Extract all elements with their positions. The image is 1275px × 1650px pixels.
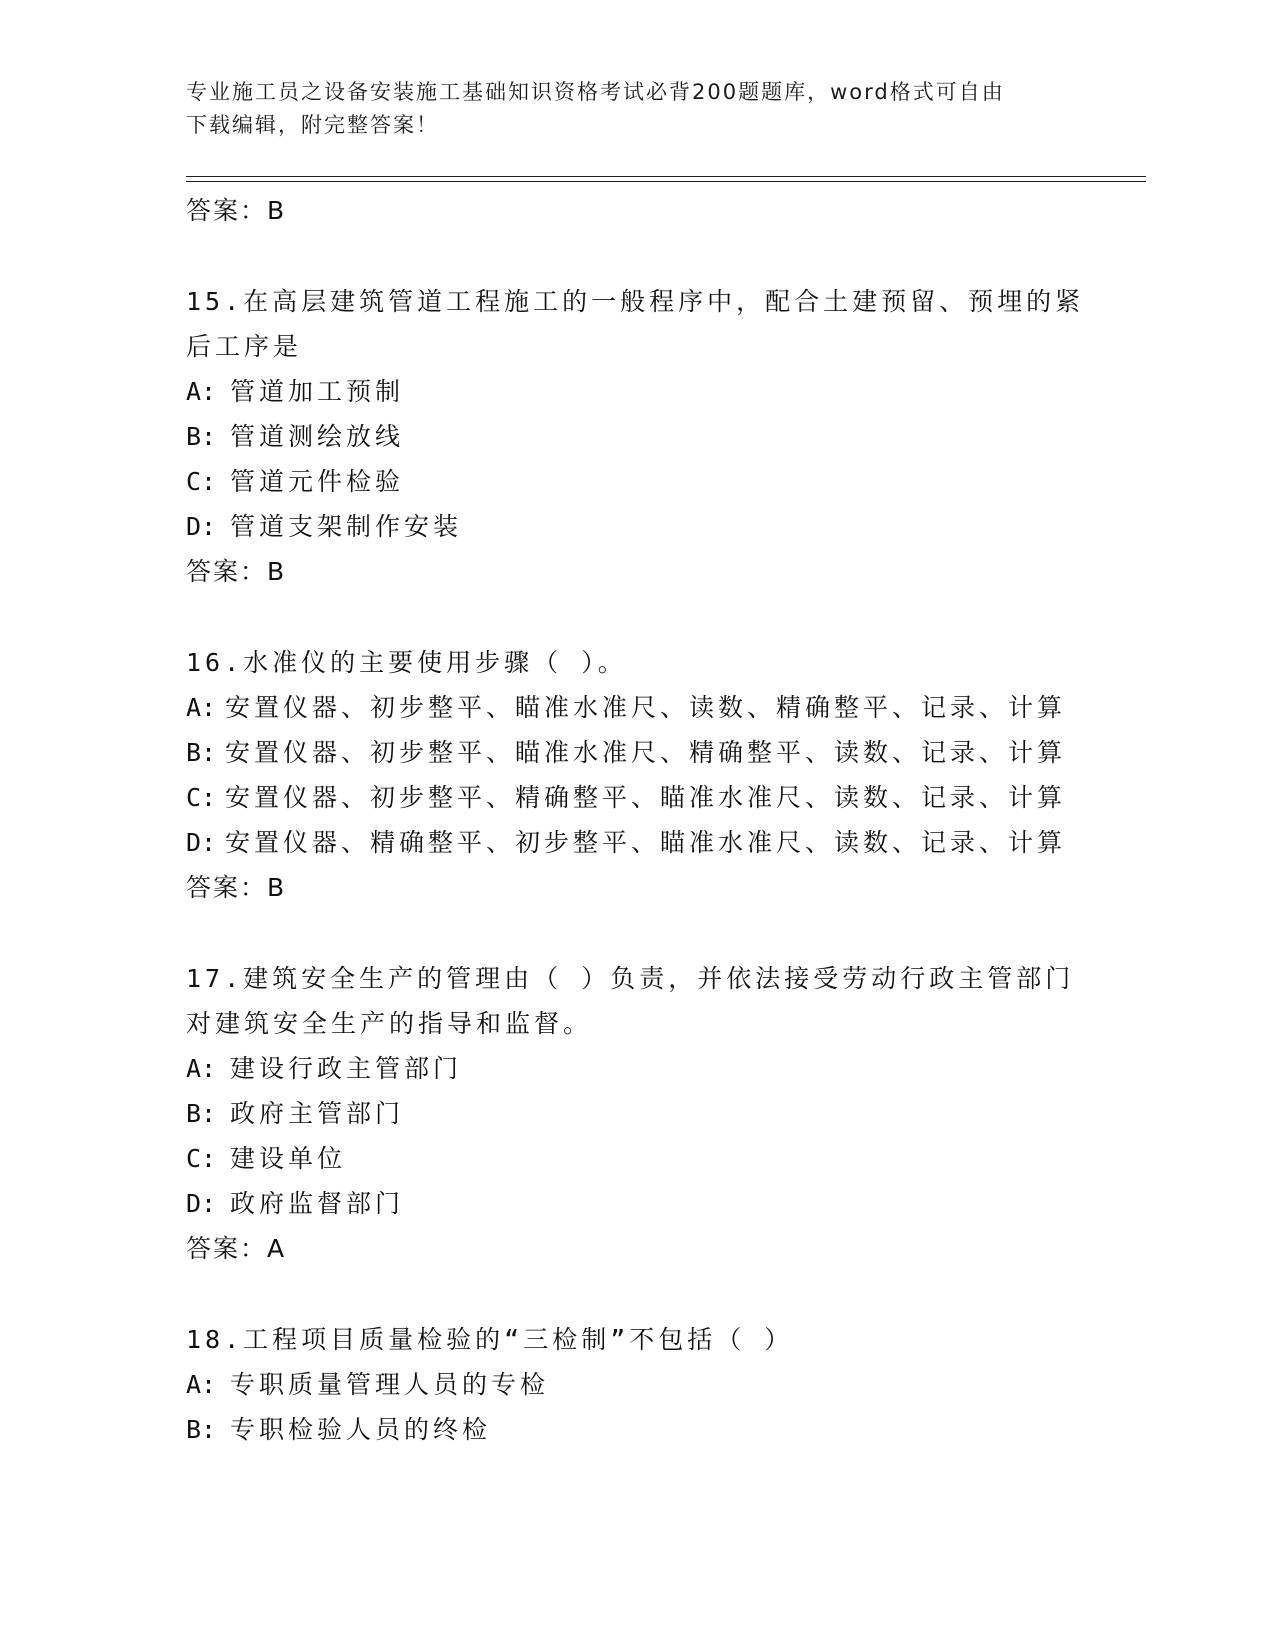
option-text: 管道测绘放线 [230, 422, 405, 451]
question-stem: 18.工程项目质量检验的“三检制”不包括（ ） [186, 1325, 794, 1354]
option-text: 政府主管部门 [230, 1099, 405, 1128]
option-b [186, 414, 1066, 459]
option-key: B: [186, 1099, 217, 1128]
option-d [186, 820, 1066, 865]
option-key: C: [186, 1144, 217, 1173]
document-header [186, 76, 1066, 142]
option-text: 管道支架制作安装 [230, 512, 463, 541]
option-key: B: [186, 1415, 217, 1444]
question-18 [186, 1317, 1066, 1452]
option-key: D: [186, 1189, 217, 1218]
question-stem-continued: 对建筑安全生产的指导和监督。 [186, 1009, 593, 1038]
option-text: 政府监督部门 [230, 1189, 405, 1218]
option-key: C: [186, 467, 217, 496]
option-a [186, 685, 1066, 730]
option-key: A: [186, 693, 217, 722]
spacer [186, 594, 1066, 640]
option-b [186, 1407, 1066, 1452]
option-key: D: [186, 512, 217, 541]
question-stem: 17.建筑安全生产的管理由（ ）负责，并依法接受劳动行政主管部门 [186, 964, 1075, 993]
question-15 [186, 279, 1085, 594]
option-text: 安置仪器、初步整平、瞄准水准尺、读数、精确整平、记录、计算 [224, 693, 1066, 722]
spacer [186, 1271, 1066, 1317]
answer-line: 答案：B [186, 196, 287, 225]
option-c [186, 1136, 1066, 1181]
header-line-2: 下载编辑，附完整答案！ [186, 113, 439, 137]
option-key: A: [186, 1370, 217, 1399]
option-text: 专职检验人员的终检 [230, 1415, 492, 1444]
question-stem-continued: 后工序是 [186, 332, 303, 361]
question-17 [186, 956, 1075, 1271]
header-line-1: 专业施工员之设备安装施工基础知识资格考试必背200题题库，word格式可自由 [186, 80, 1005, 104]
option-text: 安置仪器、初步整平、精确整平、瞄准水准尺、读数、记录、计算 [224, 783, 1066, 812]
header-divider-top [186, 176, 1146, 177]
option-c [186, 775, 1066, 820]
question-stem: 16.水准仪的主要使用步骤（ ）。 [186, 648, 627, 677]
option-key: C: [186, 783, 217, 812]
answer-line: 答案：B [186, 873, 287, 902]
option-b [186, 730, 1066, 775]
option-text: 管道加工预制 [230, 377, 405, 406]
spacer [186, 910, 1066, 956]
option-text: 专职质量管理人员的专检 [230, 1370, 550, 1399]
answer-line: 答案：A [186, 1234, 287, 1263]
option-key: B: [186, 738, 217, 767]
option-key: D: [186, 828, 217, 857]
option-a [186, 1046, 1066, 1091]
option-d [186, 1181, 1066, 1226]
option-key: A: [186, 1054, 217, 1083]
option-text: 安置仪器、初步整平、瞄准水准尺、精确整平、读数、记录、计算 [224, 738, 1066, 767]
header-divider-bottom [186, 181, 1146, 182]
option-d [186, 504, 1066, 549]
question-16 [186, 640, 1066, 910]
option-text: 建设行政主管部门 [230, 1054, 463, 1083]
question-stem: 15.在高层建筑管道工程施工的一般程序中，配合土建预留、预埋的紧 [186, 287, 1085, 316]
option-c [186, 459, 1066, 504]
option-key: A: [186, 377, 217, 406]
option-a [186, 1362, 1066, 1407]
option-text: 管道元件检验 [230, 467, 405, 496]
option-key: B: [186, 422, 217, 451]
option-text: 安置仪器、精确整平、初步整平、瞄准水准尺、读数、记录、计算 [224, 828, 1066, 857]
answer-line: 答案：B [186, 557, 287, 586]
option-a [186, 369, 1066, 414]
option-b [186, 1091, 1066, 1136]
option-text: 建设单位 [230, 1144, 347, 1173]
spacer [186, 233, 1066, 279]
question-list [186, 188, 1085, 1452]
